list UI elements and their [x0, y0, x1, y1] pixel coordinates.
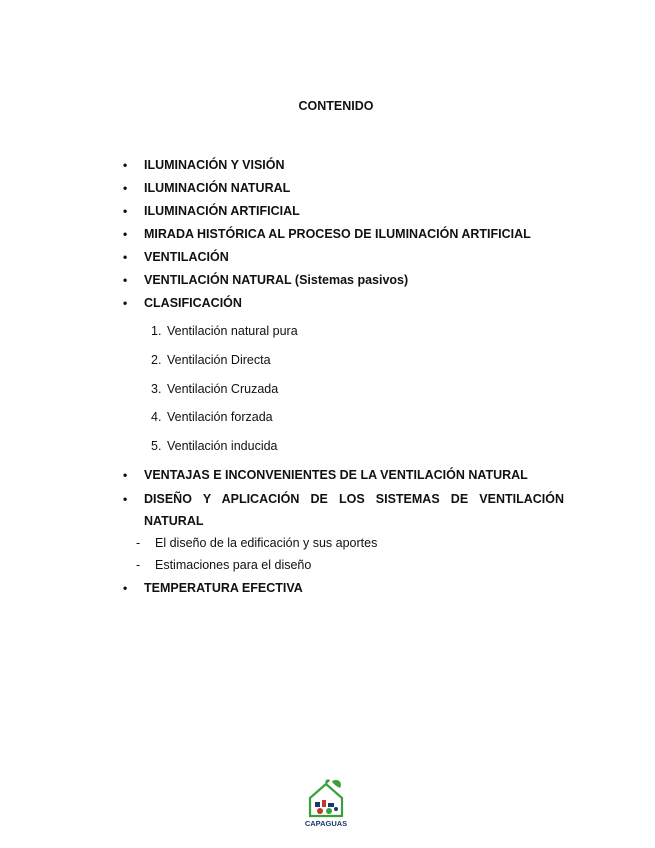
item-text: Estimaciones para el diseño	[155, 558, 312, 572]
page-title: CONTENIDO	[298, 99, 374, 113]
item-number: 5.	[151, 439, 162, 453]
toc-item	[123, 246, 564, 268]
toc-item	[123, 577, 564, 599]
bullet-icon: •	[123, 273, 128, 287]
toc-item-label: VENTAJAS E INCONVENIENTES DE LA VENTILACIÓN NATURAL	[144, 468, 528, 482]
numbered-item	[151, 352, 271, 368]
bullet-icon: •	[123, 250, 128, 264]
item-number: 2.	[151, 353, 162, 367]
toc-item-label: ILUMINACIÓN ARTIFICIAL	[144, 204, 300, 218]
bullet-icon: •	[123, 492, 128, 506]
numbered-item	[151, 438, 278, 454]
toc-item	[123, 464, 564, 486]
dashed-item	[136, 557, 311, 573]
bullet-icon: •	[123, 296, 128, 310]
capaguas-logo-icon	[296, 778, 356, 820]
toc-item-label: MIRADA HISTÓRICA AL PROCESO DE ILUMINACIÓN ARTIFICIAL	[144, 227, 531, 241]
toc-item	[123, 488, 564, 532]
numbered-item	[151, 409, 273, 425]
dashed-item	[136, 535, 377, 551]
toc-item-label: CLASIFICACIÓN	[144, 296, 242, 310]
toc-item	[123, 200, 564, 222]
item-number: 1.	[151, 324, 162, 338]
bullet-icon: •	[123, 227, 128, 241]
item-text: El diseño de la edificación y sus aportes	[155, 536, 378, 550]
item-text: Ventilación forzada	[167, 410, 273, 424]
numbered-item	[151, 381, 278, 397]
toc-item	[123, 177, 564, 199]
capaguas-logo	[296, 778, 356, 834]
toc-item	[123, 154, 564, 176]
toc-item-label: VENTILACIÓN NATURAL (Sistemas pasivos)	[144, 273, 409, 287]
toc-item-label: VENTILACIÓN	[144, 250, 229, 264]
bullet-icon: •	[123, 204, 128, 218]
dash-marker: -	[136, 536, 141, 550]
item-text: Ventilación Directa	[167, 353, 271, 367]
item-text: Ventilación Cruzada	[167, 382, 279, 396]
toc-item-label: TEMPERATURA EFECTIVA	[144, 581, 303, 595]
bullet-icon: •	[123, 581, 128, 595]
logo-text: CAPAGUAS	[304, 819, 348, 828]
item-text: Ventilación natural pura	[167, 324, 298, 338]
toc-item	[123, 292, 564, 314]
item-text: Ventilación inducida	[167, 439, 278, 453]
item-number: 3.	[151, 382, 162, 396]
bullet-icon: •	[123, 181, 128, 195]
bullet-icon: •	[123, 158, 128, 172]
numbered-item	[151, 323, 298, 339]
toc-item-label: ILUMINACIÓN NATURAL	[144, 181, 291, 195]
bullet-icon: •	[123, 468, 128, 482]
toc-item	[123, 223, 564, 245]
toc-item-label: ILUMINACIÓN Y VISIÓN	[144, 158, 285, 172]
toc-item	[123, 269, 564, 291]
toc-item-label: DISEÑO Y APLICACIÓN DE LOS SISTEMAS DE VENTILACIÓN NATURAL	[144, 492, 564, 528]
dash-marker: -	[136, 558, 141, 572]
item-number: 4.	[151, 410, 162, 424]
